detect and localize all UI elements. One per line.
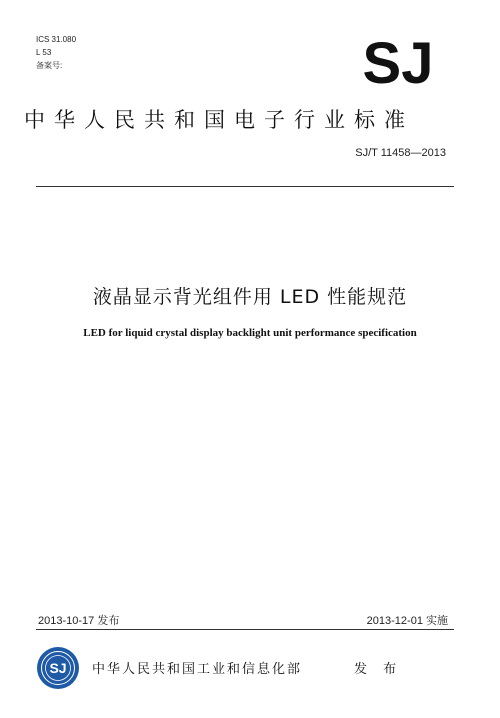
ministry-seal-icon xyxy=(36,646,80,690)
top-divider xyxy=(36,186,454,187)
standard-code: SJ/T 11458—2013 xyxy=(355,147,446,159)
bottom-divider xyxy=(36,629,454,630)
l-code: L 53 xyxy=(36,48,52,57)
ics-code: ICS 31.080 xyxy=(36,35,77,44)
record-number-label: 备案号: xyxy=(36,61,63,70)
classification-info xyxy=(36,33,76,72)
title-english: LED for liquid crystal display backlight unit performance specification xyxy=(83,327,417,339)
title-chinese: 液晶显示背光组件用 LED 性能规范 xyxy=(92,286,408,308)
effective-date: 2013-12-01 实施 xyxy=(366,615,448,627)
sj-logo xyxy=(342,36,454,88)
publish-label: 发 布 xyxy=(354,662,403,677)
standard-category: 中华人民共和国电子行业标准 xyxy=(24,108,414,132)
issue-date: 2013-10-17 发布 xyxy=(38,615,120,627)
svg-text:SJ: SJ xyxy=(49,660,67,676)
issuing-authority: 中华人民共和国工业和信息化部 xyxy=(92,662,303,677)
sj-logo-text: SJ xyxy=(362,36,434,88)
